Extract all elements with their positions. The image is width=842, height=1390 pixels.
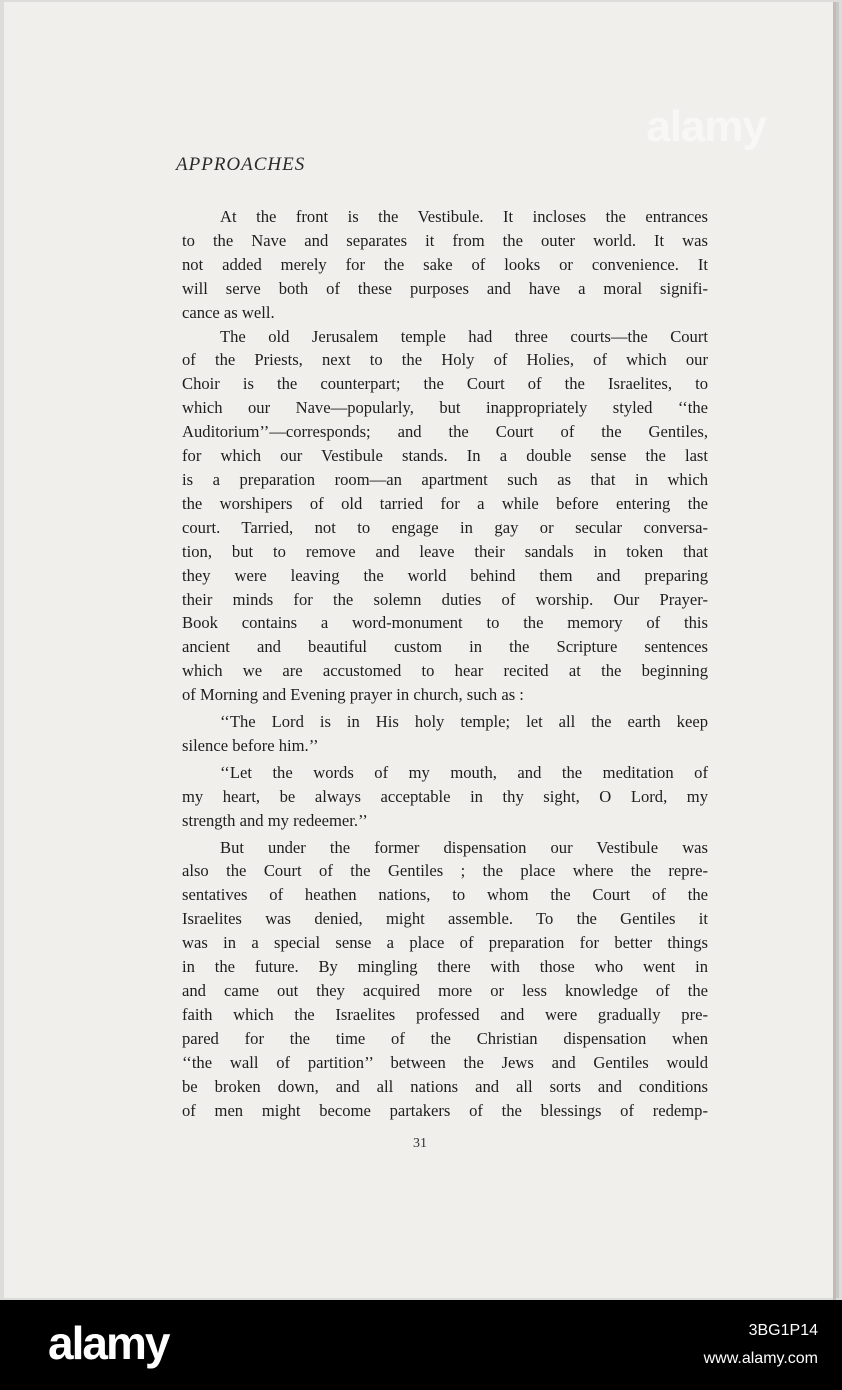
text-line: Choir is the counterpart; the Court of the Israelites, to	[182, 374, 708, 394]
paragraph	[182, 761, 708, 833]
text-line: they were leaving the world behind them and preparing	[182, 565, 708, 585]
text-line: ancient and beautiful custom in the Scripture sentences	[182, 637, 708, 657]
text-line: ‘‘The Lord is in His holy temple; let all the earth keep	[220, 712, 708, 732]
text-line: Israelites was denied, might assemble. To the Gentiles it	[182, 909, 708, 929]
text-line: will serve both of these purposes and have a moral signifi-	[182, 278, 708, 298]
text-line: their minds for the solemn duties of worship. Our Prayer-	[182, 589, 708, 609]
image-id: 3BG1P14	[748, 1322, 818, 1339]
text-line: silence before him.’’	[182, 735, 319, 755]
stock-footer-bar	[0, 1300, 842, 1390]
body-text	[182, 205, 708, 1122]
text-line: pared for the time of the Christian dispensation when	[182, 1028, 708, 1048]
text-line: strength and my redeemer.’’	[182, 810, 368, 830]
text-line: also the Court of the Gentiles ; the place where the repre-	[182, 861, 708, 881]
stock-url: www.alamy.com	[703, 1350, 818, 1367]
text-line: my heart, be always acceptable in thy sight, O Lord, my	[182, 786, 708, 806]
text-line: of men might become partakers of the blessings of redemp-	[182, 1100, 708, 1120]
text-line: of the Priests, next to the Holy of Holies, of which our	[182, 350, 708, 370]
text-line: and came out they acquired more or less knowledge of the	[182, 981, 708, 1000]
text-line: the worshipers of old tarried for a while before entering the	[182, 493, 708, 513]
paragraph	[182, 325, 708, 708]
text-line: which our Nave—popularly, but inappropriately styled ‘‘the	[182, 398, 708, 418]
text-line: Auditorium’’—corresponds; and the Court of the Gentiles,	[182, 422, 708, 442]
book-page	[4, 2, 839, 1298]
text-line: was in a special sense a place of preparation for better things	[182, 933, 708, 953]
text-line: be broken down, and all nations and all sorts and conditions	[182, 1076, 708, 1096]
paragraph	[182, 710, 708, 758]
paragraph	[182, 836, 708, 1123]
text-line: faith which the Israelites professed and were gradually pre-	[182, 1004, 708, 1024]
watermark: alamy	[646, 102, 766, 151]
running-head: APPROACHES	[176, 154, 306, 175]
text-line: is a preparation room—an apartment such as that in which	[182, 469, 708, 489]
paragraph	[182, 205, 708, 325]
alamy-logo: alamy	[48, 1317, 169, 1369]
text-line: of Morning and Evening prayer in church, such as :	[182, 685, 524, 705]
text-line: But under the former dispensation our Vestibule was	[220, 837, 708, 857]
text-line: Book contains a word-monument to the memory of this	[182, 613, 708, 633]
text-line: ‘‘Let the words of my mouth, and the meditation of	[220, 762, 708, 782]
text-line: for which our Vestibule stands. In a double sense the last	[182, 446, 708, 466]
page-number: 31	[413, 1136, 427, 1151]
text-line: At the front is the Vestibule. It incloses the entrances	[220, 207, 708, 226]
text-line: which we are accustomed to hear recited at the beginning	[182, 661, 708, 681]
text-line: tion, but to remove and leave their sandals in token that	[182, 541, 708, 561]
text-line: to the Nave and separates it from the outer world. It was	[182, 230, 708, 250]
text-line: cance as well.	[182, 302, 275, 322]
text-line: in the future. By mingling there with those who went in	[182, 957, 708, 977]
text-line: court. Tarried, not to engage in gay or secular conversa-	[182, 517, 708, 537]
text-line: The old Jerusalem temple had three courts—the Court	[220, 326, 708, 346]
text-line: not added merely for the sake of looks or convenience. It	[182, 254, 708, 274]
page-edge	[833, 2, 836, 1300]
text-line: ‘‘the wall of partition’’ between the Jews and Gentiles would	[182, 1052, 708, 1072]
text-line: sentatives of heathen nations, to whom the Court of the	[182, 885, 708, 905]
